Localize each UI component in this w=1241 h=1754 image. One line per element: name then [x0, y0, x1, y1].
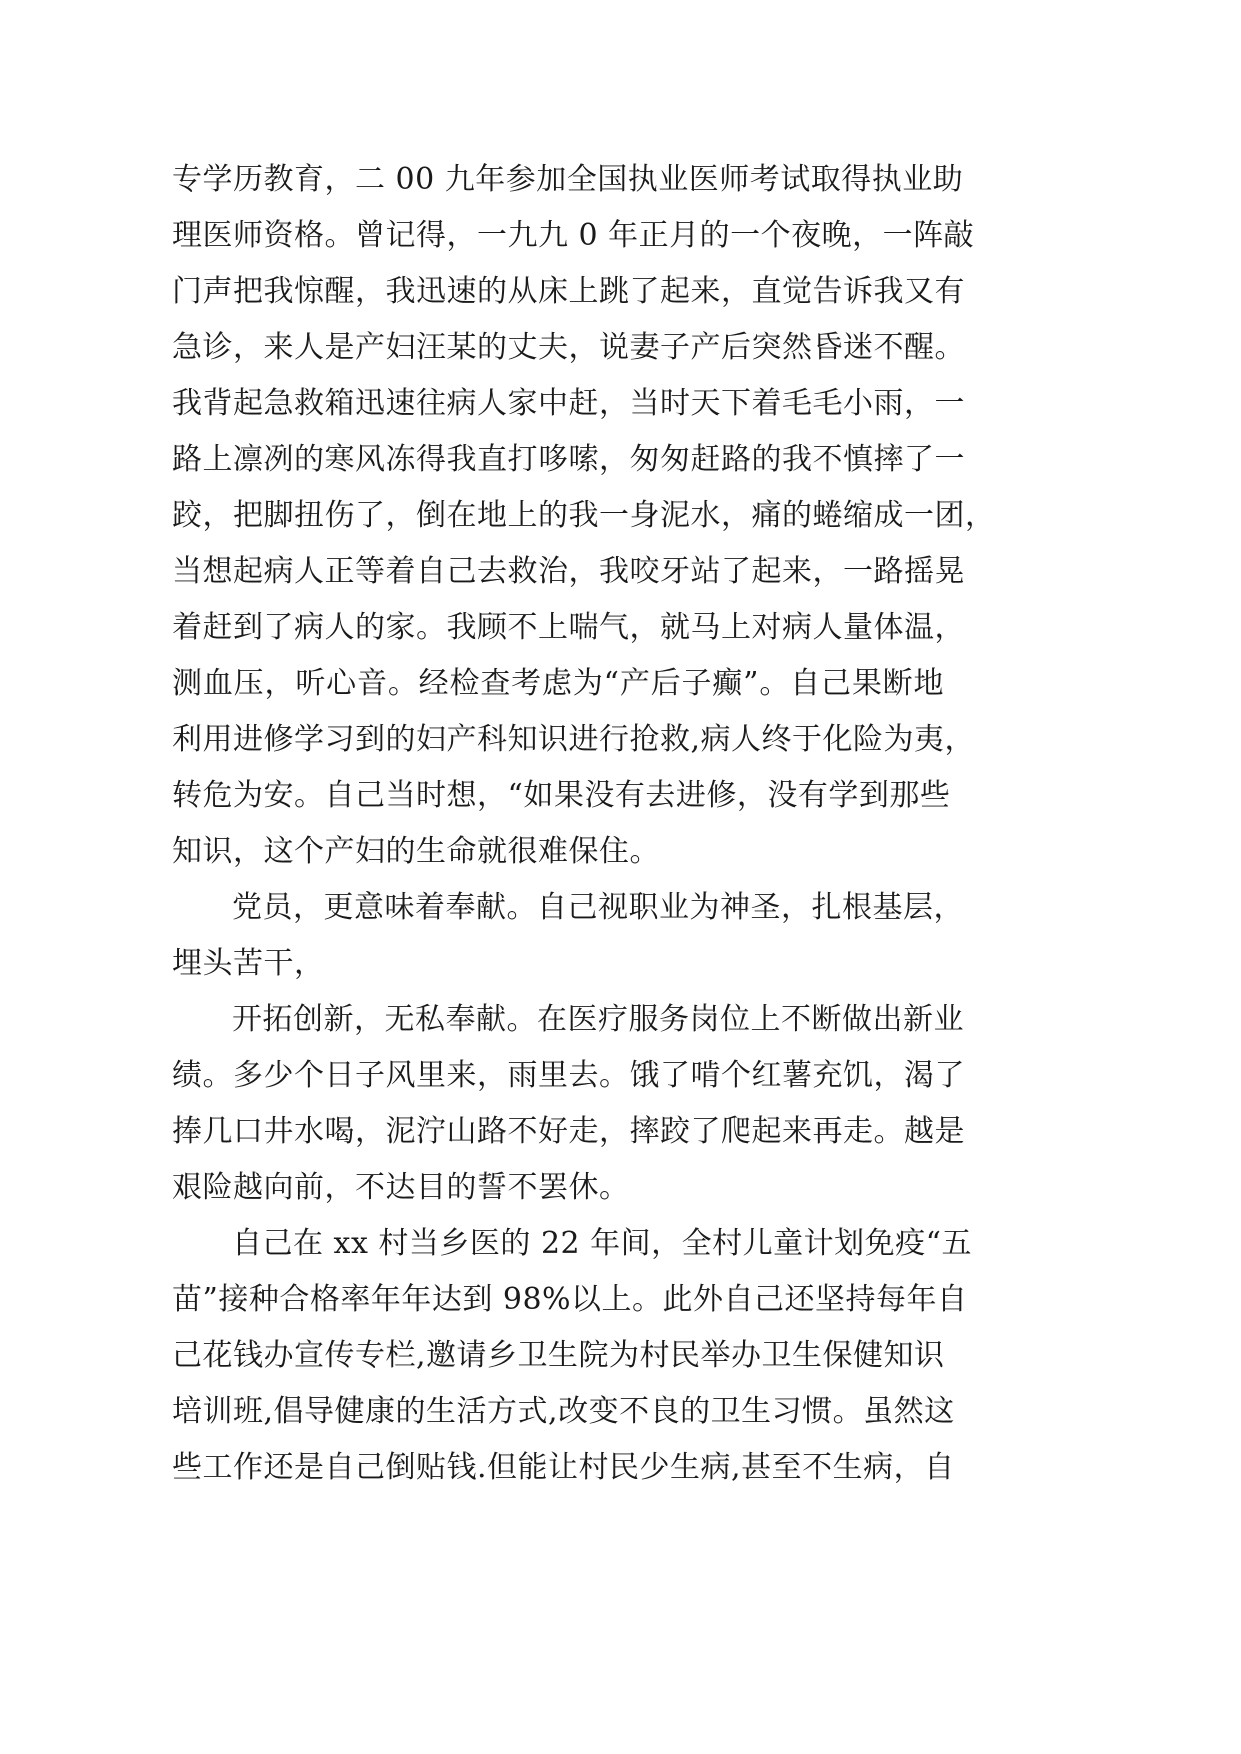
body-text — [172, 152, 996, 1496]
text-line: 绩。多少个日子风里来，雨里去。饿了啃个红薯充饥，渴了 — [172, 1058, 965, 1093]
paragraph-start-line: 自己在 xx 村当乡医的 22 年间，全村儿童计划免疫“五 — [232, 1226, 972, 1261]
text-line: 专学历教育，二 00 九年参加全国执业医师考试取得执业助 — [172, 162, 964, 197]
text-line: 测血压，听心音。经检查考虑为“产后子癫”。自己果断地 — [172, 666, 944, 701]
text-line: 当想起病人正等着自己去救治，我咬牙站了起来，一路摇晃 — [172, 554, 965, 589]
text-line: 理医师资格。曾记得，一九九 0 年正月的一个夜晚，一阵敲 — [172, 218, 975, 253]
text-line: 捧几口井水喝，泥泞山路不好走，摔跤了爬起来再走。越是 — [172, 1114, 965, 1149]
text-line: 些工作还是自己倒贴钱.但能让村民少生病,甚至不生病，自 — [172, 1450, 955, 1485]
text-line: 我背起急救箱迅速往病人家中赶，当时天下着毛毛小雨，一 — [172, 386, 965, 421]
text-line: 着赶到了病人的家。我顾不上喘气，就马上对病人量体温， — [172, 610, 965, 645]
paragraph-start-line: 党员，更意味着奉献。自己视职业为神圣，扎根基层， — [232, 890, 964, 925]
text-line: 知识，这个产妇的生命就很难保住。 — [172, 834, 660, 869]
paragraph-start-line: 开拓创新，无私奉献。在医疗服务岗位上不断做出新业 — [232, 1002, 964, 1037]
text-line: 艰险越向前，不达目的誓不罢休。 — [172, 1170, 630, 1205]
text-line: 路上凛冽的寒风冻得我直打哆嗦，匆匆赶路的我不慎摔了一 — [172, 442, 965, 477]
text-line: 利用进修学习到的妇产科知识进行抢救,病人终于化险为夷， — [172, 722, 976, 757]
text-line: 苗”接种合格率年年达到 98%以上。此外自己还坚持每年自 — [172, 1282, 968, 1317]
text-line: 转危为安。自己当时想，“如果没有去进修，没有学到那些 — [172, 778, 951, 813]
text-line: 跤，把脚扭伤了，倒在地上的我一身泥水，痛的蜷缩成一团， — [172, 498, 996, 533]
text-line: 埋头苦干， — [172, 946, 325, 981]
text-line: 己花钱办宣传专栏,邀请乡卫生院为村民举办卫生保健知识 — [172, 1338, 945, 1373]
text-line: 培训班,倡导健康的生活方式,改变不良的卫生习惯。虽然这 — [172, 1394, 955, 1429]
text-line: 门声把我惊醒，我迅速的从床上跳了起来，直觉告诉我又有 — [172, 274, 965, 309]
text-line: 急诊，来人是产妇汪某的丈夫，说妻子产后突然昏迷不醒。 — [172, 330, 965, 365]
